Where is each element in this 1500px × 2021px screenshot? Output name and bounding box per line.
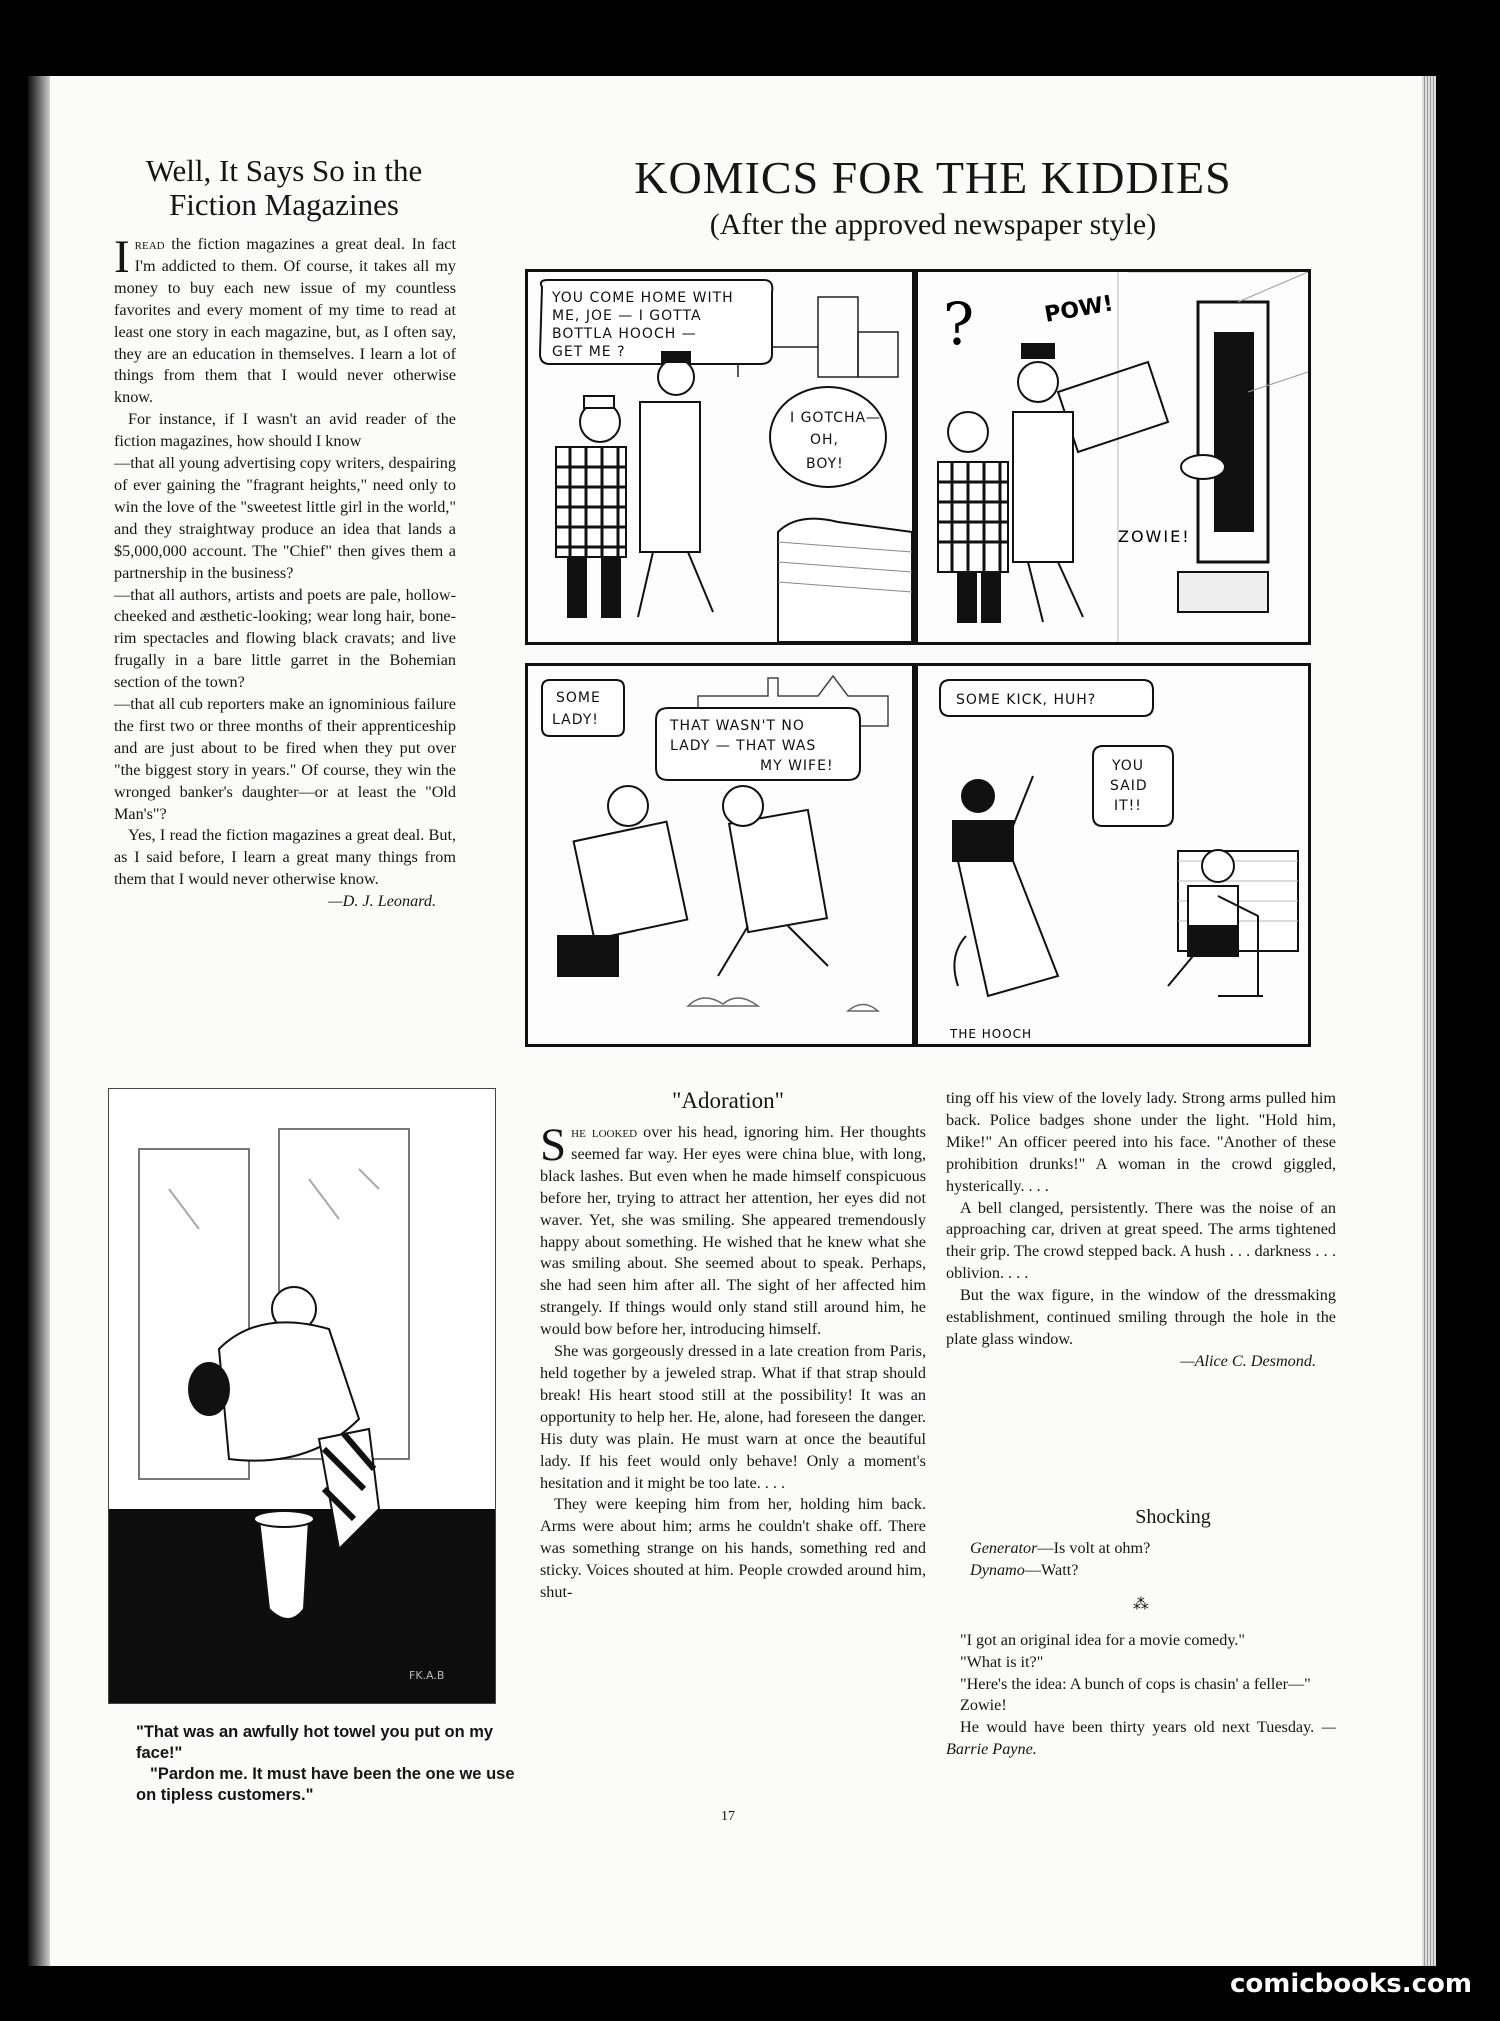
story-title: "Adoration" [671,1088,785,1113]
bubble-line: SOME [556,690,601,706]
comic-panel-4 [915,663,1311,1047]
bubble-line: ME, JOE — I GOTTA [552,308,702,324]
lead-in: read [134,235,165,253]
page-number: 17 [721,1809,735,1824]
drop-cap: S [540,1119,567,1171]
author-signature: —Alice C. Desmond. [1180,1351,1316,1370]
comic-figure-man-checked-coat [938,412,1008,622]
paragraph: "Here's the idea: A bunch of cops is chasin' a feller—" [960,1674,1311,1693]
bubble-line: YOU COME HOME WITH [552,290,734,306]
bubble-line: GET ME ? [552,344,626,360]
komics-title: KOMICS FOR THE KIDDIES [634,152,1232,203]
paragraph: For instance, if I wasn't an avid reader of the fiction magazines, how should I know [114,410,456,451]
book-spine [28,76,50,1966]
paragraph [946,1717,1336,1761]
drop-cap: I [114,231,130,283]
paragraph: —that all cub reporters make an ignominious failure the first two or three months of their apprenticeship and are just about to be fired when they put over "the biggest story in years." Of course, they win the wronged banker's daughter—or at least the "Old Man's"? [114,695,456,823]
bubble-line: BOTTLA HOOCH — [552,326,697,342]
paragraph: She was gorgeously dressed in a late creation from Paris, held together by a jeweled strap. What if that strap should break! His heart stood still at the possibility! It was an opportunity to help her. He, alone, had foreseen the danger. His duty was plain. He must warn at once the beautiful lady. If his feet would only behave! Only a moment's hesitation and it might be too late. . . . [540,1342,926,1492]
ornament: ⁂ [1132,1594,1150,1613]
paragraph: "I got an original idea for a movie comedy." [960,1630,1246,1649]
story-column-1 [540,1119,926,1604]
bubble-line: SAID [1110,778,1148,794]
bubble-line: MY WIFE! [760,758,834,774]
bubble-line: YOU [1112,758,1145,774]
bubble-line: IT!! [1114,798,1142,814]
comic-figure-man-checked-coat [558,786,687,976]
paragraph: "What is it?" [960,1652,1044,1671]
dialogue-line [946,1538,1336,1560]
site-watermark: comicbooks.com [1229,1969,1472,1999]
bubble-line: OH, [810,432,839,448]
comic-panel-3 [525,663,915,1047]
speaker: Dynamo [970,1560,1025,1579]
comic-figure-man-suit [718,786,828,976]
paragraph: ting off his view of the lovely lady. Strong arms pulled him back. Police badges shone under the light. "Hold him, Mike!" An officer peered into his face. "Another of these prohibition drunks!" A woman in the crowd giggled, hysterically. . . . [946,1089,1336,1195]
bubble-line: SOME KICK, HUH? [956,692,1097,708]
komics-subtitle: (After the approved newspaper style) [709,208,1157,241]
bubble-line: LADY — THAT WAS [670,738,817,754]
lead-in: he looked [571,1123,638,1141]
cartoon-caption [136,1722,526,1806]
bubble-line: I GOTCHA— [790,410,882,426]
article-title: Well, It Says So in the Fiction Magazines [145,153,423,222]
question-mark: ? [943,290,975,358]
caption-line: "That was an awfully hot towel you put on my face!" [136,1723,494,1762]
joke-title: Shocking [1135,1506,1211,1528]
line-text: He would have been thirty years old next Tuesday. [960,1718,1315,1737]
bubble-line: THAT WASN'T NO [670,718,805,734]
story-column-2 [946,1088,1336,1373]
author-signature: —D. J. Leonard. [328,892,436,911]
line-text: —Is volt at ohm? [1037,1539,1151,1557]
comic-figure-man-checked-coat [556,396,626,617]
magazine-page [28,76,1436,1966]
comic-figure-woman [953,776,1058,996]
paragraph: They were keeping him from her, holding him back. Arms were about him; arms he couldn't shake off. There was something strange on his hands, something red and sticky. Voices shouted at him. People crowded around him, shut- [540,1495,926,1602]
joke-body [946,1538,1336,1761]
paragraph: —that all young advertising copy writers, despairing of ever gaining the "fragrant heights," need only to win the love of the "sweetest little girl in the world," and they straightway produce an idea that lands a $5,000,000 account. The "Chief" then gives them a partnership in the business? [114,454,456,582]
comic-panel-1 [525,269,915,645]
paragraph: —that all authors, artists and poets are pale, hollow-cheeked and æsthetic-looking; wear long hair, bone-rim spectacles and flowing black cravats; and live frugally in a bare little garret in the Bohemian section of the town? [114,585,456,692]
svg-text:FK.A.B: FK.A.B [409,1669,445,1682]
page-edges [1422,76,1436,1966]
bubble-line: LADY! [552,712,599,728]
paragraph: Yes, I read the fiction magazines a great deal. But, as I said before, I learn a great many things from them that I would never otherwise know. [114,826,456,889]
comic-label: THE HOOCH [950,1027,1033,1041]
article-body [114,231,456,913]
paragraph: But the wax figure, in the window of the dressmaking establishment, continued smiling through the hole in the plate glass window. [946,1286,1336,1348]
paragraph: A bell clanged, persistently. There was the noise of an approaching car, driven at great speed. The arms tightened their grip. The crowd stepped back. A hush . . . darkness . . . oblivion. . . . [946,1198,1336,1283]
sound-effect: ZOWIE! [1118,527,1191,546]
author-signature: —Barrie Payne. [946,1718,1336,1759]
line-text: —Watt? [1024,1560,1079,1579]
paragraph: Zowie! [960,1696,1007,1715]
sound-effect: POW! [1042,291,1116,328]
paragraph: over his head, ignoring him. Her thoughts seemed far way. Her eyes were china blue, with long, black lashes. But even when he made himself conspicuous before her, trying to attract her attention, her eyes did not waver. Yet, she was smiling. She appeared tremendously happy about something. He wished that he knew what she was smiling about. She seemed about to speak. Perhaps, she had seen him after all. The sight of her affected him strangely. If things would only stand still around him, he would bow before her, introducing himself. [540,1123,926,1339]
comic-figure-man-suit [1013,344,1083,622]
bubble-line: BOY! [806,456,844,472]
comic-panel-2 [915,269,1311,645]
paragraph: the fiction magazines a great deal. In fact I'm addicted to them. Of course, it takes all my money to buy each new issue of my countless favorites and every moment of my time to read at least one story in each magazine, but, as I often say, they are an education in themselves. I learn a lot of things from them that I would never otherwise know. [114,235,456,407]
dialogue-line [946,1560,1336,1582]
caption-line: "Pardon me. It must have been the one we use on tipless customers." [136,1765,515,1804]
comic-figure-man-suit [638,352,713,617]
speaker: Generator [970,1539,1038,1557]
cartoon-illustration [108,1088,496,1704]
